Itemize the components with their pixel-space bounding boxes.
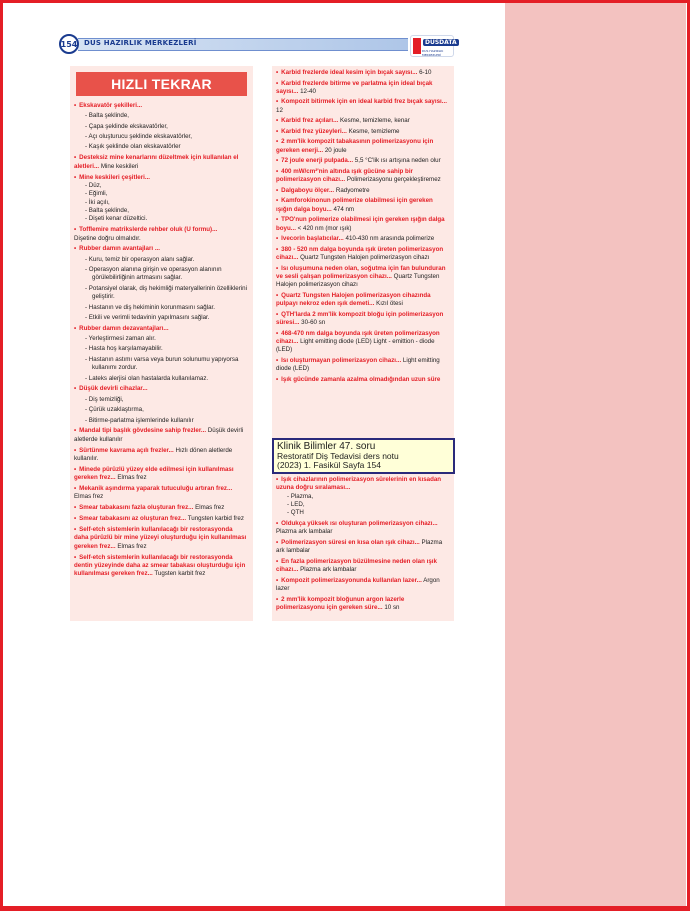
sub-item: - Operasyon alanına girişin ve operasyon alanının görülebilirliğinin artmasını sağlar. <box>74 266 247 283</box>
sub-item: - Kuru, temiz bir operasyon alanı sağlar. <box>74 256 247 264</box>
question: • Karbid frezlerde ideal kesim için bıçak sayısı... <box>276 69 417 76</box>
question: • TPO'nun polimerize olabilmesi için gereken ışığın dalga boyu... <box>276 216 445 231</box>
question: • Kamforokinonun polimerize olabilmesi için gereken ışığın dalga boyu... <box>276 197 433 212</box>
logo-mark-icon <box>413 38 421 54</box>
answer: Kesme, temizleme <box>348 127 400 135</box>
question: • Polimerizasyon süresi en kısa olan ışık cihazı... <box>276 539 420 546</box>
list-item <box>70 466 253 483</box>
sub-item: - İki açılı, <box>74 199 247 207</box>
answer: Elmas frez <box>117 474 147 482</box>
list-item <box>272 197 454 214</box>
list-item <box>272 476 454 518</box>
list-item <box>70 102 253 152</box>
question: • Mandal tipi başlık gövdesine sahip frezler... <box>74 427 206 434</box>
question: • Tofflemire matrikslerde rehber oluk (U formu)... <box>74 226 247 234</box>
list-item <box>272 577 454 594</box>
answer: Radyometre <box>335 186 370 194</box>
sub-item: - Kaşık şeklinde olan ekskavatörler <box>74 143 247 151</box>
answer: 474 nm <box>333 205 355 213</box>
answer: Plazma ark lambalar <box>300 566 357 574</box>
list-item <box>272 246 454 263</box>
list-item <box>70 515 253 523</box>
sub-item: - Lateks alerjisi olan hastalarda kullanılamaz. <box>74 375 247 383</box>
question: • Self-etch sistemlerin kullanılacağı bir restorasyonda dentin yüzeyinde daha az smear tabakası oluşturduğu için kullanılması gereken frez... <box>74 554 245 578</box>
question: • Isı oluşumuna neden olan, soğutma için fan bulunduran ve sesli çalışan polimerizasyon cihazı... <box>276 265 446 280</box>
question: • Rubber damın avantajları ... <box>74 245 247 253</box>
list-item <box>272 376 454 384</box>
sub-item: - Diş temizliği, <box>74 396 247 404</box>
answer: 12-40 <box>300 87 316 95</box>
list-item <box>272 292 454 309</box>
question: • Kompozit polimerizasyonunda kullanılan lazer... <box>276 577 422 584</box>
question: • 2 mm'lik kompozit tabakasının polimerizasyonu için gereken enerji... <box>276 138 433 153</box>
question: • Işık cihazlarının polimerizasyon sürelerinin en kısadan uzuna doğru sıralaması... <box>276 476 448 493</box>
question: • 468-470 nm dalga boyunda ışık üreten polimerizasyon cihazı... <box>276 330 440 345</box>
tooltip-line: Restoratif Diş Tedavisi ders notu <box>277 451 399 461</box>
question: • 380 - 520 nm dalga boyunda ışık üreten polimerizasyon cihazı... <box>276 246 443 261</box>
list-item <box>272 168 454 185</box>
question: • Ivecorin başlatıcılar... <box>276 235 344 242</box>
sub-item: - Hasta hoş karşılamayabilir. <box>74 345 247 353</box>
list-item <box>272 596 454 613</box>
sub-item: - QTH <box>276 509 448 517</box>
section-title: DUS HAZIRLIK MERKEZLERİ <box>84 39 197 47</box>
answer: Dişetine doğru olmalıdır. <box>74 234 141 242</box>
sub-item: - Balta şeklinde, <box>74 112 247 120</box>
tooltip-line: (2023) 1. Fasikül Sayfa 154 <box>277 460 381 471</box>
question: • Mine keskileri çeşitleri... <box>74 174 247 182</box>
sub-item: - Yerleştirmesi zaman alır. <box>74 335 247 343</box>
question: • Düşük devirli cihazlar... <box>74 385 247 393</box>
answer: Light emitting diode (LED) <box>276 356 440 373</box>
answer: Argon lazer <box>276 576 440 593</box>
question: • Oldukça yüksek ısı oluşturan polimerizasyon cihazı... <box>276 520 438 527</box>
list-item <box>272 117 454 125</box>
question: • Smear tabakasını az oluşturan frez... <box>74 515 186 522</box>
list-item <box>272 80 454 97</box>
list-item <box>70 154 253 171</box>
answer: Mine keskileri <box>100 162 139 170</box>
list-item <box>272 265 454 290</box>
answer: Hızlı dönen aletlerde kullanılır. <box>74 446 233 462</box>
list-item <box>272 311 454 328</box>
sub-item: - Eğimli, <box>74 190 247 198</box>
page-number: 154 <box>59 34 79 54</box>
list-item <box>70 325 253 383</box>
sub-item: - Hastanın ve diş hekiminin korunmasını sağlar. <box>74 304 247 312</box>
tooltip-line: Klinik Bilimler 47. soru <box>277 441 376 452</box>
answer: Tungsten karbid frez <box>187 515 244 523</box>
answer: Kızıl ötesi <box>376 300 403 308</box>
answer: < 420 nm (mor ışık) <box>297 224 352 232</box>
answer: Plazma ark lambalar <box>276 528 333 536</box>
answer: Quartz Tungsten Halojen polimerizasyon cihazı <box>276 272 440 289</box>
list-item <box>70 485 253 502</box>
question: • Desteksiz mine kenarlarını düzeltmek için kullanılan el aletleri... <box>74 154 238 169</box>
answer: Plazma ark lambalar <box>276 538 443 555</box>
list-item <box>272 539 454 556</box>
question: • Isı oluşturmayan polimerizasyon cihazı... <box>276 357 401 364</box>
question: • Karbid frez yüzeyleri... <box>276 128 347 135</box>
answer: 20 joule <box>324 146 347 154</box>
logo-subtitle: DUS HAZIRLIK MERKEZLERİ <box>422 49 444 57</box>
question: • Self-etch sistemlerin kullanılacağı bir restorasyonda daha pürüzlü bir mine yüzeyi oluşturduğu için kullanılması gereken frez... <box>74 526 246 550</box>
list-item <box>70 554 253 579</box>
list-item <box>272 157 454 165</box>
sub-item: - Balta şeklinde, <box>74 207 247 215</box>
right-column-bottom <box>272 476 454 615</box>
list-item <box>70 427 253 444</box>
quick-review-title: HIZLI TEKRAR <box>76 72 247 96</box>
answer: 12 <box>276 106 283 114</box>
list-item <box>70 245 253 322</box>
answer: Elmas frez <box>195 504 225 512</box>
side-margin <box>505 3 686 906</box>
answer: Elmas frez <box>74 493 104 501</box>
sub-item: - Bitirme-parlatma işlemlerinde kullanılır <box>74 417 247 425</box>
list-item <box>272 216 454 233</box>
answer: Light emitting diode (LED) Light - emittion - diode (LED) <box>276 338 435 354</box>
answer: Elmas frez <box>117 542 147 550</box>
list-item <box>272 235 454 243</box>
question: • En fazla polimerizasyon büzülmesine neden olan ışık cihazı... <box>276 558 437 573</box>
answer: 30-60 sn <box>301 319 326 327</box>
sub-item: - Potansiyel olarak, diş hekimliği materyallerinin özelliklerini geliştirir. <box>74 285 247 302</box>
sub-item: - LED, <box>276 501 448 509</box>
right-column <box>272 66 454 621</box>
list-item <box>70 174 253 224</box>
answer: Polimerizasyonu gerçekleştiremez <box>346 176 441 184</box>
left-column <box>70 66 253 621</box>
question: • Ekskavatör şekilleri... <box>74 102 247 110</box>
question: • 400 mW/cm²'nin altında ışık gücüne sahip bir polimerizasyon cihazı... <box>276 168 413 183</box>
answer: Tugsten karbit frez <box>154 570 206 578</box>
list-item <box>70 447 253 464</box>
list-item <box>70 504 253 512</box>
question: • 2 mm'lik kompozit bloğunun argon lazerle polimerizasyonu için gereken süre... <box>276 596 404 611</box>
answer: Düşük devirli aletlerde kullanılır <box>74 427 244 443</box>
answer: 6-10 <box>419 69 432 76</box>
answer: Quartz Tungsten Halojen polimerizasyon cihazı <box>300 254 430 262</box>
question: • Rubber damın dezavantajları... <box>74 325 247 333</box>
question: • Sürtünme kavrama açılı frezler... <box>74 447 174 454</box>
question: • Mekanik aşındırma yaparak tutuculuğu artıran frez... <box>74 485 232 492</box>
question: • Kompozit bitirmek için en ideal karbid frez bıçak sayısı... <box>276 98 447 105</box>
right-column-top <box>272 66 454 438</box>
answer: 5,5 °C'lik ısı artışına neden olur <box>354 157 441 165</box>
question: • Smear tabakasını fazla oluşturan frez... <box>74 504 193 511</box>
question: • Minede pürüzlü yüzey elde edilmesi için kullanılması gereken frez... <box>74 466 234 481</box>
list-item <box>272 330 454 355</box>
sub-item: - Düz, <box>74 182 247 190</box>
list-item <box>272 128 454 136</box>
question: • Quartz Tungsten Halojen polimerizasyon cihazında pulpayı nekroz eden ışık demeti... <box>276 292 431 307</box>
answer: Kesme, temizleme, kenar <box>340 117 410 125</box>
list-item <box>70 226 253 243</box>
sub-item: - Çürük uzaklaştırma, <box>74 406 247 414</box>
sub-item: - Plazma, <box>276 493 448 501</box>
list-item <box>70 385 253 424</box>
dusdata-logo <box>410 35 457 57</box>
list-item <box>272 69 454 77</box>
logo-word: DUSDATA <box>425 39 457 46</box>
question: • QTH'larda 2 mm'lik kompozit bloğu için polimerizasyon süresi... <box>276 311 443 326</box>
question: • Işık gücünde zamanla azalma olmadığından uzun süre <box>276 376 440 383</box>
answer: 10 sn <box>384 603 400 611</box>
list-item <box>272 520 454 537</box>
sub-item: - Dişeti kenar düzeltici. <box>74 215 247 223</box>
source-tooltip <box>272 438 455 474</box>
question: • 72 joule enerji pulpada... <box>276 157 353 164</box>
sub-item: - Çapa şeklinde ekskavatörler, <box>74 123 247 131</box>
list-item <box>70 526 253 551</box>
list-item <box>272 138 454 155</box>
list-item <box>272 357 454 374</box>
sub-item: - Hastanın astımı varsa veya burun solunumu yapıyorsa kullanımı zordur. <box>74 356 247 373</box>
answer: 410-430 nm arasında polimerize <box>345 235 435 243</box>
list-item <box>272 98 454 115</box>
list-item <box>272 558 454 575</box>
question: • Dalgaboyu ölçer... <box>276 187 334 194</box>
question: • Karbid frezlerde bitirme ve parlatma için ideal bıçak sayısı... <box>276 80 432 95</box>
question: • Karbid frez açıları... <box>276 117 338 124</box>
sub-item: - Açı oluşturucu şeklinde ekskavatörler, <box>74 133 247 141</box>
list-item <box>272 187 454 195</box>
sub-item: - Etkili ve verimli tedavinin yapılmasını sağlar. <box>74 314 247 322</box>
